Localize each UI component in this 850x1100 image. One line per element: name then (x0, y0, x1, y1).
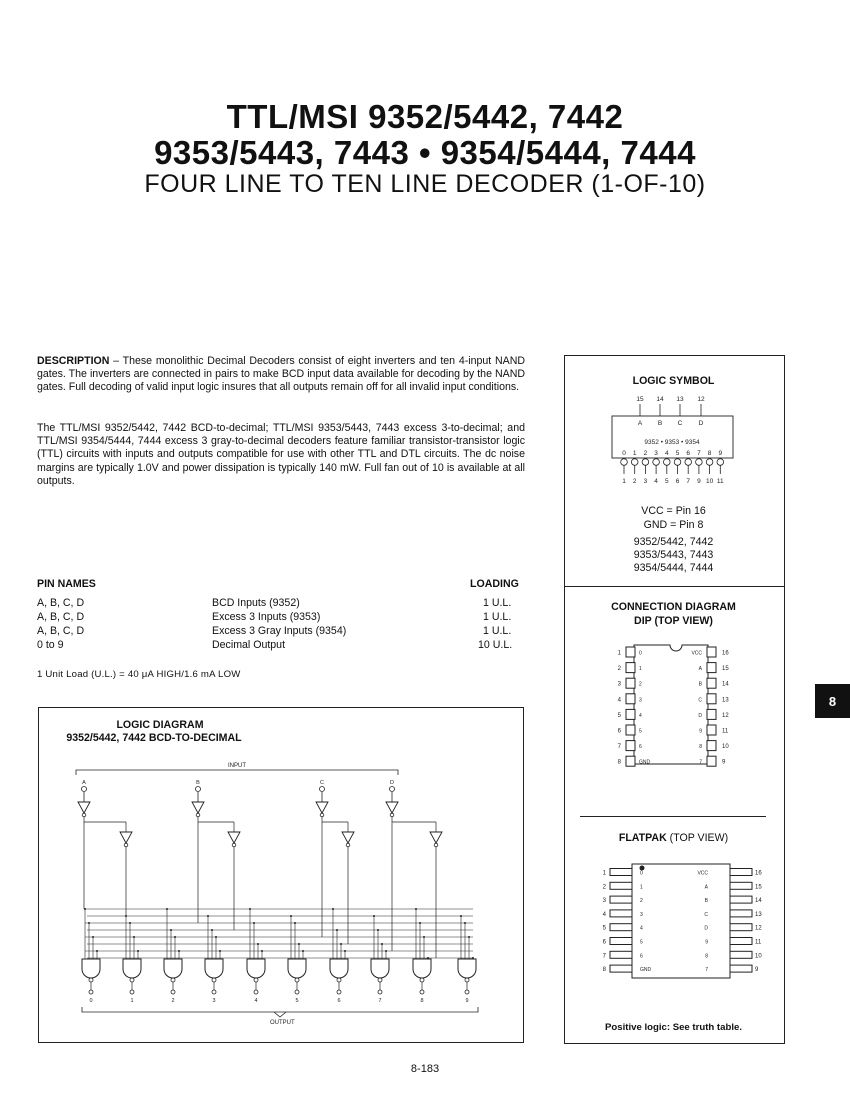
symbol-output-7: 7 (697, 450, 701, 457)
flatpak-left-label: 3 (640, 911, 643, 918)
flatpak-pin-number-11: 11 (755, 939, 762, 946)
symbol-output-bubble (642, 459, 649, 466)
output-label-5: 5 (295, 998, 299, 1004)
output-terminal (171, 990, 175, 994)
nand-gate (164, 959, 182, 978)
dip-pin-right (707, 663, 716, 673)
output-label-9: 9 (465, 998, 469, 1004)
part-list-3: 9354/5444, 7444 (633, 562, 714, 574)
pin-name-2: A, B, C, D (37, 611, 85, 623)
junction-dot (170, 929, 172, 931)
dip-pin-left (626, 663, 635, 673)
dip-right-label: VCC (691, 650, 702, 657)
symbol-input-A: A (637, 420, 643, 427)
nand-gate (123, 959, 141, 978)
junction-dot (211, 929, 213, 931)
dip-pin-number-4: 4 (617, 697, 621, 704)
symbol-input-C: C (677, 420, 683, 427)
flatpak-right-label: A (704, 884, 708, 891)
output-label-6: 6 (337, 998, 341, 1004)
flatpak-lead-right (730, 882, 752, 889)
symbol-output-pin-2: 2 (632, 478, 637, 485)
flatpak-pin-number-6: 6 (602, 939, 606, 946)
dip-pin-left (626, 678, 635, 688)
flatpak-pin-number-3: 3 (602, 898, 606, 905)
flatpak-right-label: 8 (705, 953, 708, 960)
nand-gate (288, 959, 306, 978)
symbol-output-2: 2 (643, 450, 648, 457)
pin-desc-1: BCD Inputs (9352) (212, 597, 300, 609)
connection-diagram-title: CONNECTION DIAGRAM (611, 601, 736, 613)
flatpak-left-label: 1 (640, 884, 643, 891)
flatpak-right-label: C (704, 911, 708, 918)
right-panel-divider (564, 586, 784, 587)
dip-pin-right (707, 694, 716, 704)
flatpak-lead-right (730, 896, 752, 903)
output-terminal (420, 990, 424, 994)
title-line-1: TTL/MSI 9352/5442, 7442 (226, 98, 624, 135)
junction-dot (261, 950, 263, 952)
symbol-output-bubble (653, 459, 660, 466)
input-terminal (82, 787, 87, 792)
loading-heading: LOADING (470, 578, 519, 590)
junction-dot (460, 915, 462, 917)
junction-dot (464, 922, 466, 924)
input-letter-d: D (390, 780, 394, 786)
junction-dot (336, 929, 338, 931)
flatpak-pin-number-7: 7 (602, 953, 606, 960)
logic-symbol-parts: 9352 • 9353 • 9354 (644, 439, 700, 446)
input-label: INPUT (228, 763, 246, 769)
dip-right-label: 8 (699, 744, 702, 751)
dip-pin-left (626, 647, 635, 657)
input-letter-a: A (82, 780, 86, 786)
flatpak-lead-left (610, 896, 632, 903)
symbol-input-pin-14: 14 (656, 396, 664, 403)
symbol-output-5: 5 (675, 450, 680, 457)
dip-pin-number-3: 3 (617, 681, 621, 688)
dip-title: DIP (TOP VIEW) (634, 615, 713, 627)
dip-left-label: GND (639, 759, 651, 766)
junction-dot (166, 908, 168, 910)
flatpak-left-label: 2 (640, 898, 643, 905)
flatpak-divider (580, 816, 766, 817)
dip-pin-left (626, 741, 635, 751)
flatpak-pin-number-2: 2 (602, 884, 606, 891)
output-label-3: 3 (212, 998, 216, 1004)
page-number: 8-183 (410, 1063, 440, 1075)
pin-desc-3: Excess 3 Gray Inputs (9354) (212, 625, 347, 637)
dip-right-label: A (698, 666, 702, 673)
input-letter-c: C (320, 780, 324, 786)
logic-diagram-title: LOGIC DIAGRAM (116, 719, 204, 731)
dip-pin-left (626, 709, 635, 719)
dip-pin-right (707, 709, 716, 719)
symbol-output-pin-3: 3 (643, 478, 648, 485)
flatpak-left-label: 0 (640, 870, 643, 877)
symbol-output-pin-1: 1 (622, 478, 626, 485)
junction-dot (174, 936, 176, 938)
nand-gate (247, 959, 265, 978)
input-inverter (192, 802, 204, 813)
symbol-output-4: 4 (664, 450, 669, 457)
dip-pin-number-13: 13 (722, 697, 729, 704)
nand-bubble (420, 978, 424, 982)
junction-dot (137, 950, 139, 952)
output-terminal (295, 990, 299, 994)
input-terminal (320, 787, 325, 792)
junction-dot (385, 950, 387, 952)
flatpak-view-label: (TOP VIEW) (669, 832, 729, 844)
flatpak-lead-right (730, 951, 752, 958)
dip-pin-left (626, 725, 635, 735)
junction-dot (96, 950, 98, 952)
input-inverter (316, 802, 328, 813)
nand-bubble (465, 978, 469, 982)
pin-desc-2: Excess 3 Inputs (9353) (212, 611, 321, 623)
flatpak-pin-number-12: 12 (755, 925, 762, 932)
flatpak-left-label: 5 (640, 939, 643, 946)
symbol-output-pin-9: 9 (697, 478, 701, 485)
symbol-output-bubble (696, 459, 703, 466)
output-terminal (378, 990, 382, 994)
dip-pin-left (626, 756, 635, 766)
gnd-pin-note: GND = Pin 8 (643, 519, 704, 531)
flatpak-lead-left (610, 965, 632, 972)
pin-load-4: 10 U.L. (478, 639, 513, 651)
nand-gate (205, 959, 223, 978)
dip-right-label: 9 (699, 728, 702, 735)
flatpak-left-label: 4 (640, 925, 643, 932)
dip-left-label: 4 (639, 712, 642, 719)
vcc-pin-note: VCC = Pin 16 (641, 505, 706, 517)
nand-gate (458, 959, 476, 978)
dip-pin-number-10: 10 (722, 744, 729, 751)
nand-bubble (378, 978, 382, 982)
symbol-output-pin-11: 11 (716, 478, 724, 485)
junction-dot (340, 943, 342, 945)
dip-right-label: C (698, 697, 702, 704)
flatpak-right-label: 9 (705, 939, 708, 946)
output-label-4: 4 (254, 998, 258, 1004)
dip-pin-number-9: 9 (722, 759, 726, 766)
title-line-3: FOUR LINE TO TEN LINE DECODER (1-OF-10) (144, 170, 706, 198)
dip-pin-right (707, 725, 716, 735)
dip-left-label: 0 (639, 650, 642, 657)
symbol-output-9: 9 (718, 450, 723, 457)
pin-names-heading: PIN NAMES (37, 578, 96, 590)
output-label-0: 0 (89, 998, 93, 1004)
junction-dot (419, 922, 421, 924)
dip-pin-number-1: 1 (617, 650, 621, 657)
symbol-output-pin-6: 6 (675, 478, 680, 485)
dip-right-label: D (698, 712, 702, 719)
dip-pin-number-14: 14 (722, 681, 729, 688)
symbol-input-D: D (698, 420, 704, 427)
output-label-8: 8 (420, 998, 424, 1004)
logic-symbol-diagram (600, 390, 750, 495)
flatpak-lead-left (610, 924, 632, 931)
nand-gate (371, 959, 389, 978)
pin-desc-4: Decimal Output (212, 639, 286, 651)
nand-bubble (212, 978, 216, 982)
output-label-7: 7 (378, 998, 382, 1004)
description-paragraph-2: The TTL/MSI 9352/5442, 7442 BCD-to-decimal; TTL/MSI 9353/5443, 7443 excess 3-to-decimal; and TTL/MSI 9354/5444, 7444 excess 3 gray-to-decimal decoders feature familiar transistor-transistor logic (TTL) circuits with inputs and outputs compatible for use with other TTL and DTL circuits. The dc noise margins are typically 1.0V and power dissipation is typically 140 mW. Full fan out of 10 is available at all outputs. (37, 422, 525, 487)
junction-dot (88, 922, 90, 924)
symbol-output-bubble (621, 459, 628, 466)
dip-left-label: 5 (639, 728, 642, 735)
junction-dot (332, 908, 334, 910)
flatpak-lead-left (610, 910, 632, 917)
junction-dot (178, 950, 180, 952)
symbol-input-pin-13: 13 (676, 396, 684, 403)
nand-bubble (295, 978, 299, 982)
output-label-1: 1 (130, 998, 134, 1004)
flatpak-lead-right (730, 965, 752, 972)
flatpak-pin-number-14: 14 (755, 898, 762, 905)
output-terminal (130, 990, 134, 994)
flatpak-package-diagram (596, 860, 766, 985)
symbol-output-pin-10: 10 (705, 478, 714, 485)
nand-bubble (337, 978, 341, 982)
input-letter-b: B (196, 780, 200, 786)
output-label: OUTPUT (270, 1020, 295, 1026)
junction-dot (92, 936, 94, 938)
junction-dot (290, 915, 292, 917)
dip-pin-number-7: 7 (617, 744, 621, 751)
flatpak-pin-number-13: 13 (755, 911, 762, 918)
logic-diagram-schematic (38, 707, 524, 1043)
symbol-output-8: 8 (707, 450, 712, 457)
nand-bubble (89, 978, 93, 982)
junction-dot (298, 943, 300, 945)
description-paragraph-1 (37, 355, 525, 395)
dip-left-label: 1 (639, 666, 642, 673)
symbol-output-1: 1 (632, 450, 637, 457)
symbol-output-bubble (717, 459, 724, 466)
flatpak-pin-number-1: 1 (602, 870, 606, 877)
junction-dot (215, 936, 217, 938)
input-terminal (390, 787, 395, 792)
dip-right-label: 7 (699, 759, 702, 766)
junction-dot (415, 908, 417, 910)
dip-pin-number-6: 6 (617, 728, 621, 735)
flatpak-lead-right (730, 869, 752, 876)
dip-pin-number-2: 2 (617, 666, 621, 673)
buffer-inverter (430, 832, 442, 843)
input-inverter (386, 802, 398, 813)
pin-load-1: 1 U.L. (483, 597, 512, 609)
symbol-output-bubble (664, 459, 671, 466)
flatpak-pin-number-16: 16 (755, 870, 762, 877)
description-label: DESCRIPTION (37, 355, 110, 367)
junction-dot (249, 908, 251, 910)
nand-gate (413, 959, 431, 978)
output-label-2: 2 (171, 998, 175, 1004)
logic-diagram-subtitle: 9352/5442, 7442 BCD-TO-DECIMAL (66, 732, 242, 744)
symbol-output-bubble (706, 459, 713, 466)
symbol-output-3: 3 (654, 450, 658, 457)
dip-right-label: B (698, 681, 702, 688)
dip-left-label: 3 (639, 697, 642, 704)
symbol-input-pin-15: 15 (636, 396, 644, 403)
dip-pin-number-8: 8 (617, 759, 621, 766)
dip-left-label: 6 (639, 744, 642, 751)
dip-pin-number-15: 15 (722, 666, 729, 673)
flatpak-title (564, 832, 783, 844)
symbol-output-bubble (685, 459, 692, 466)
flatpak-pin-number-15: 15 (755, 884, 762, 891)
flatpak-label: FLATPAK (618, 832, 667, 844)
symbol-output-pin-7: 7 (686, 478, 691, 485)
pin-name-4: 0 to 9 (37, 639, 64, 651)
pin-load-3: 1 U.L. (483, 625, 512, 637)
symbol-output-pin-4: 4 (654, 478, 658, 485)
nand-bubble (130, 978, 134, 982)
junction-dot (373, 915, 375, 917)
pin-name-1: A, B, C, D (37, 597, 85, 609)
junction-dot (294, 922, 296, 924)
dip-pin-right (707, 647, 716, 657)
input-inverter (78, 802, 90, 813)
section-tab: 8 (815, 684, 850, 718)
flatpak-lead-right (730, 910, 752, 917)
flatpak-right-label: 7 (705, 967, 708, 974)
dip-pin-number-12: 12 (722, 712, 729, 719)
buffer-inverter (120, 832, 132, 843)
title-line-2: 9353/5443, 7443 • 9354/5444, 7444 (154, 134, 696, 171)
junction-dot (207, 915, 209, 917)
flatpak-pin-number-9: 9 (755, 967, 759, 974)
junction-dot (344, 950, 346, 952)
flatpak-right-label: D (704, 925, 708, 932)
output-terminal (254, 990, 258, 994)
flatpak-pin-number-8: 8 (602, 967, 606, 974)
junction-dot (253, 922, 255, 924)
flatpak-lead-left (610, 938, 632, 945)
flatpak-pin-number-4: 4 (602, 911, 606, 918)
flatpak-right-label: B (704, 898, 708, 905)
flatpak-lead-right (730, 938, 752, 945)
junction-dot (423, 936, 425, 938)
output-terminal (337, 990, 341, 994)
buffer-inverter (228, 832, 240, 843)
flatpak-pin-number-5: 5 (602, 925, 606, 932)
symbol-output-bubble (674, 459, 681, 466)
output-terminal (89, 990, 93, 994)
positive-logic-note: Positive logic: See truth table. (604, 1022, 742, 1033)
junction-dot (468, 936, 470, 938)
dip-package-diagram (612, 640, 752, 770)
dip-pin-number-5: 5 (617, 712, 621, 719)
nand-bubble (254, 978, 258, 982)
junction-dot (125, 915, 127, 917)
flatpak-lead-left (610, 951, 632, 958)
flatpak-pin-number-10: 10 (755, 953, 762, 960)
nand-gate (82, 959, 100, 978)
junction-dot (133, 936, 135, 938)
dip-pin-right (707, 678, 716, 688)
symbol-output-pin-5: 5 (664, 478, 669, 485)
junction-dot (302, 950, 304, 952)
nand-bubble (171, 978, 175, 982)
dip-left-label: 2 (639, 681, 642, 688)
flatpak-lead-left (610, 882, 632, 889)
dip-pin-number-16: 16 (722, 650, 729, 657)
symbol-output-6: 6 (686, 450, 691, 457)
dip-pin-right (707, 756, 716, 766)
input-terminal (196, 787, 201, 792)
junction-dot (377, 929, 379, 931)
part-list-1: 9352/5442, 7442 (633, 536, 714, 548)
flatpak-left-label: GND (640, 967, 652, 974)
flatpak-lead-right (730, 924, 752, 931)
nand-gate (330, 959, 348, 978)
symbol-input-B: B (657, 420, 663, 427)
flatpak-right-label: VCC (697, 870, 708, 877)
pin-load-2: 1 U.L. (483, 611, 512, 623)
part-list-2: 9353/5443, 7443 (633, 549, 714, 561)
junction-dot (381, 943, 383, 945)
logic-symbol-title: LOGIC SYMBOL (632, 375, 715, 387)
dip-pin-left (626, 694, 635, 704)
junction-dot (129, 922, 131, 924)
description-text-1: – These monolithic Decimal Decoders consist of eight inverters and ten 4-input NAND gates. The inverters are connected in pairs to make BCD input data available for decoding by the NAND gates. Full decoding of valid input logic insures that all outputs remain off for all invalid input conditions. (37, 355, 525, 394)
symbol-output-0: 0 (622, 450, 626, 457)
flatpak-left-label: 6 (640, 953, 643, 960)
buffer-inverter (342, 832, 354, 843)
dip-pin-right (707, 741, 716, 751)
junction-dot (219, 950, 221, 952)
dip-pin-number-11: 11 (722, 728, 729, 735)
unit-load-note: 1 Unit Load (U.L.) = 40 μA HIGH/1.6 mA LOW (37, 669, 241, 680)
output-terminal (212, 990, 216, 994)
pin-name-3: A, B, C, D (37, 625, 85, 637)
junction-dot (257, 943, 259, 945)
output-terminal (465, 990, 469, 994)
flatpak-lead-left (610, 869, 632, 876)
symbol-input-pin-12: 12 (697, 396, 705, 403)
symbol-output-bubble (631, 459, 638, 466)
junction-dot (84, 908, 86, 910)
